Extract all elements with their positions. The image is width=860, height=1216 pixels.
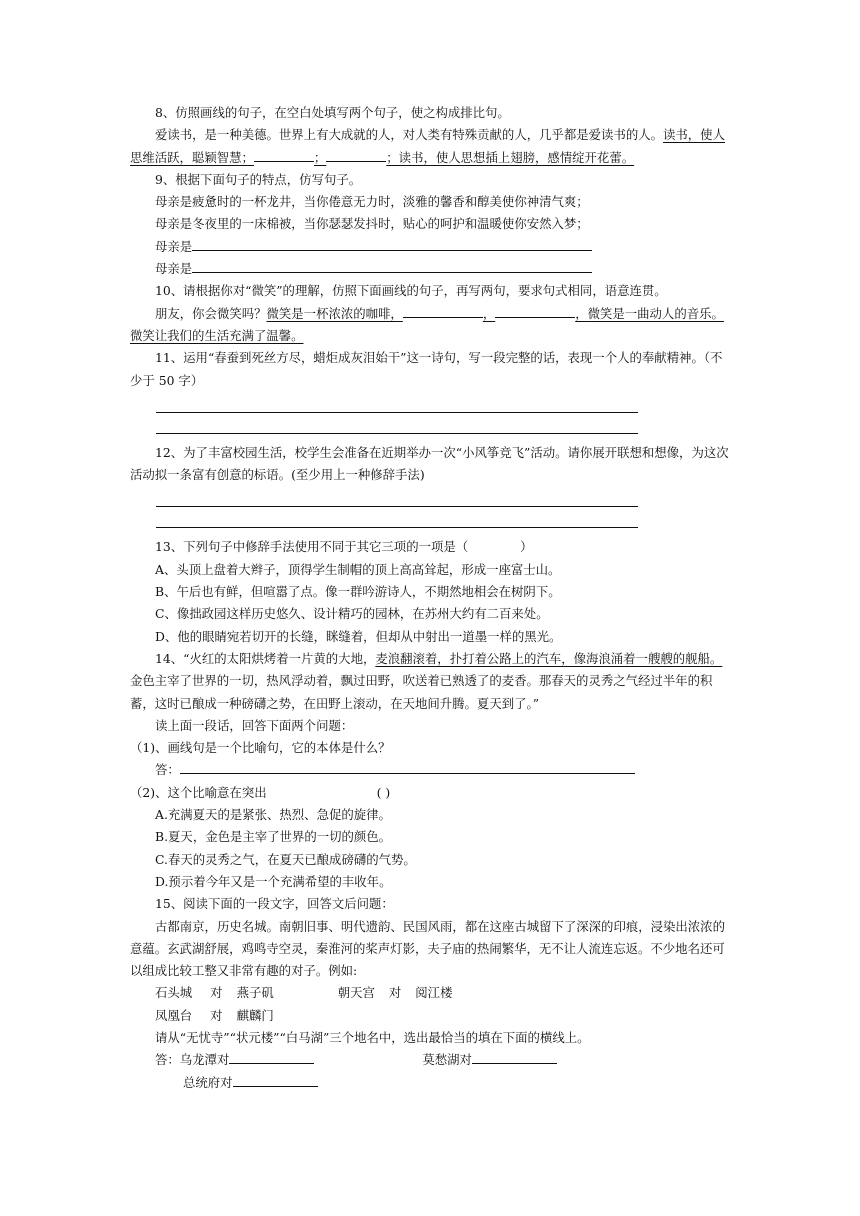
q14-passage: 14、“火红的太阳烘烤着一片黄的大地，麦浪翻滚着，扑打着公路上的汽车，像海浪涌着一艘艘的舰船。金色主宰了世界的一切，热风浮动着，飘过田野，吹送着已熟透了的麦香。那春天的灵秀之气经过半年的积蓄，这时已酿成一种磅礴之势，在田野上滚动，在天地间升腾。夏天到了。” [130, 650, 723, 711]
q14-sub-1: （1)、画线句是一个比喻句，它的本体是什么？ [130, 740, 391, 756]
q15-blank-3[interactable] [233, 1072, 318, 1087]
q9-title: 9、根据下面句子的特点，仿写句子。 [155, 171, 362, 187]
q9-blank-2[interactable] [192, 258, 592, 273]
q14-option-a: A.充满夏天的是紧张、热烈、急促的旋律。 [155, 807, 391, 823]
q10-body: 朋友，你会微笑吗？微笑是一杯浓浓的咖啡， ， ，微笑是一曲动人的音乐。微笑让我们的生活充满了温馨。 [130, 303, 732, 348]
q13-option-b: B、午后也有鲜，但喧嚣了点。像一群吟游诗人，不期然地相会在树阴下。 [155, 584, 561, 600]
q11-title: 11、运用“春蚕到死丝方尽，蜡炬成灰泪始干”这一诗句，写一段完整的话，表现一个人的奉献精神。（不少于 50 字） [130, 350, 723, 388]
q8-underlined: 读书，使人思维活跃，聪颖智慧； ； ；读书，使人思想插上翅膀，感情绽开花蕾。 [130, 127, 725, 165]
q8-blank-2[interactable] [326, 147, 386, 162]
q15-title: 15、阅读下面的一段文字，回答文后问题： [155, 896, 394, 912]
q9-answer-2: 母亲是 [130, 258, 732, 280]
q9-line-1: 母亲是疲惫时的一杯龙井，当你倦意无力时，淡雅的馨香和醇美使你神清气爽； [155, 194, 589, 210]
q13-option-d: D、他的眼睛宛若切开的长缝，眯缝着，但却从中射出一道墨一样的黑光。 [155, 628, 562, 644]
q11-answer-line-1[interactable] [156, 392, 638, 413]
q9-line-2: 母亲是冬夜里的一床棉被，当你瑟瑟发抖时，贴心的呵护和温暖使你安然入梦； [155, 216, 589, 232]
q13-option-c: C、像拙政园这样历史悠久、设计精巧的园林，在苏州大约有二百来处。 [155, 606, 549, 622]
q15-blank-1[interactable] [229, 1049, 314, 1064]
q14-answer-blank[interactable] [180, 759, 635, 774]
q14-instruction: 读上面一段话，回答下面两个问题： [155, 717, 354, 733]
q14-sub-2-paren[interactable]: ( ) [376, 784, 391, 800]
q10-underlined: 微笑是一杯浓浓的咖啡， ， ，微笑是一曲动人的音乐。微笑让我们的生活充满了温馨。 [130, 306, 724, 343]
q9-answer-1: 母亲是 [130, 236, 732, 258]
q10-title: 10、请根据你对“微笑”的理解，仿照下面画线的句子，再写两句，要求句式相同，语意连贯。 [155, 283, 667, 299]
q15-instruction: 请从“无忧寺”“状元楼”“白马湖”三个地名中，选出最恰当的填在下面的横线上。 [155, 1029, 590, 1045]
q8-body [130, 124, 732, 169]
q15-pairs-row-1: 石头城 对 燕子矶 朝天宫 对 阅江楼 [155, 985, 453, 1001]
q14-underlined-sentence: 麦浪翻滚着，扑打着公路上的汽车，像海浪涌着一艘艘的舰船。 [375, 650, 723, 666]
q15-pairs-row-2: 凤凰台 对 麒麟门 [155, 1007, 274, 1023]
q10-blank-1[interactable] [403, 303, 483, 318]
worksheet [130, 102, 732, 1094]
q14-option-b: B.夏天，金色是主宰了世界的一切的颜色。 [155, 829, 392, 845]
q10-blank-2[interactable] [495, 303, 575, 318]
q8-blank-1[interactable] [254, 147, 314, 162]
q9-blank-1[interactable] [192, 236, 592, 251]
q12-answer-line-2[interactable] [156, 507, 638, 528]
q8-plain: 爱读书，是一种美德。世界上有大成就的人，对人类有特殊贡献的人，几乎都是爱读书的人。 [155, 127, 664, 143]
q13-title: 13、下列句子中修辞手法使用不同于其它三项的一项是（ ） [155, 539, 533, 555]
q14-sub-2: （2)、这个比喻意在突出 ( ) [130, 784, 391, 800]
q14-option-d: D.预示着今年又是一个充满希望的丰收年。 [155, 873, 392, 889]
q15-passage: 古都南京，历史名城。南朝旧事、明代遗韵、民国风雨，都在这座古城留下了深深的印痕，浸染出浓浓的意蕴。玄武湖舒展，鸡鸣寺空灵，秦淮河的桨声灯影，夫子庙的热闹繁华，无不让人流连忘返。不少地名还可以组成比较工整又非常有趣的对子。例如: [130, 918, 725, 979]
q15-answer-row-2: 总统府对 [130, 1072, 732, 1094]
q11-answer-line-2[interactable] [156, 413, 638, 434]
q8-title: 8、仿照画线的句子，在空白处填写两个句子，使之构成排比句。 [155, 105, 510, 120]
q15-blank-2[interactable] [472, 1049, 557, 1064]
q12-answer-line-1[interactable] [156, 486, 638, 507]
q12-title: 12、为了丰富校园生活，校学生会准备在近期举办一次“小风筝竞飞”活动。请你展开联想和想像，为这次活动拟一条富有创意的标语。(至少用上一种修辞手法) [130, 444, 729, 483]
q14-answer: 答： [130, 759, 732, 781]
q14-option-c: C.春天的灵秀之气，在夏天已酿成磅礴的气势。 [155, 851, 416, 867]
q13-option-a: A、头顶上盘着大辫子，顶得学生制帽的顶上高高耸起，形成一座富士山。 [155, 561, 561, 577]
q15-answer-row-1: 答：乌龙潭对 莫愁湖对 [130, 1049, 732, 1071]
